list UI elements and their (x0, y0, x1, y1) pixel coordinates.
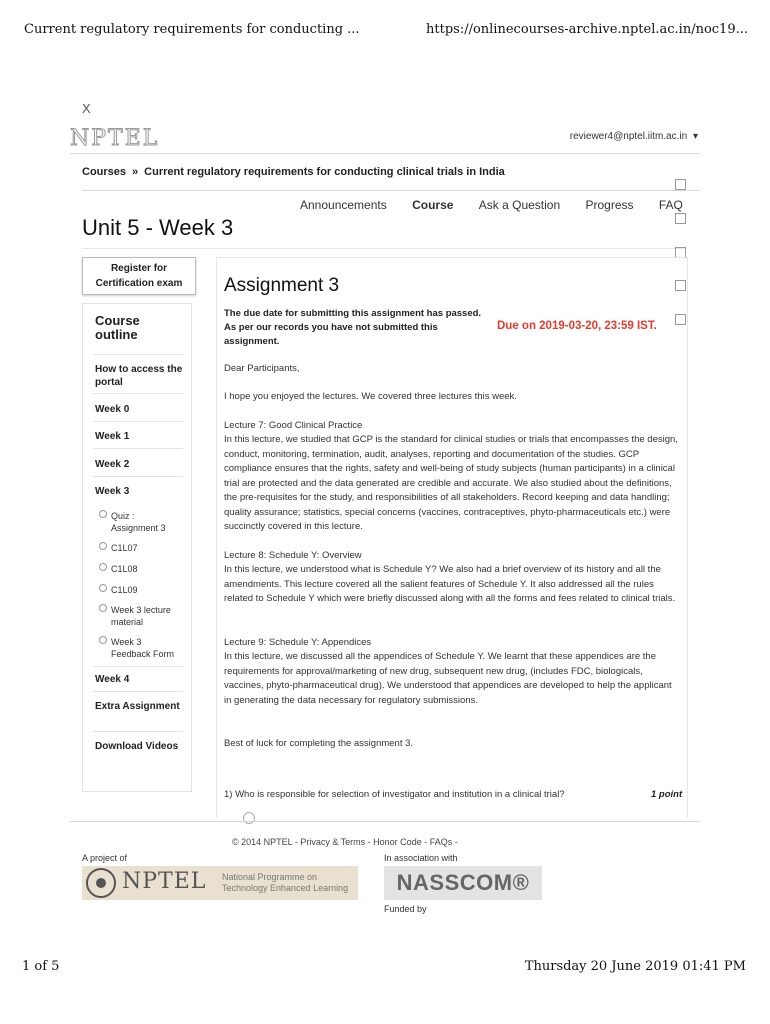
sidebar-item-week-2[interactable]: Week 2 (95, 459, 130, 470)
question-1-option-radio[interactable] (243, 812, 255, 824)
breadcrumb (82, 166, 505, 178)
register-line-2: Certification exam (95, 278, 183, 289)
sidebar-divider (93, 354, 183, 355)
sidebar-divider (93, 421, 183, 422)
funded-by-label: Funded by (384, 904, 427, 914)
header-divider (70, 153, 700, 154)
tab-faq[interactable]: FAQ (658, 198, 683, 212)
external-link-icon (675, 314, 686, 325)
circle-icon (99, 563, 107, 571)
lecture-9-title: Lecture 9: Schedule Y: Appendices (224, 637, 372, 648)
breadcrumb-courses-link[interactable]: Courses (82, 166, 127, 178)
due-status-message: The due date for submitting this assignment has passed. As per our records you have not submitted this assignment. (224, 308, 482, 347)
chevron-down-icon: ▾ (692, 131, 698, 142)
external-link-icon (675, 213, 686, 224)
tab-ask-question[interactable]: Ask a Question (478, 198, 561, 212)
footer-divider (70, 821, 700, 822)
nasscom-logo[interactable]: NASSCOM® (384, 866, 542, 900)
sidebar-divider (93, 691, 183, 692)
print-page-number: 1 of 5 (22, 959, 60, 974)
course-outline-sidebar (82, 303, 192, 792)
intro-text: I hope you enjoyed the lectures. We covered three lectures this week. (224, 391, 517, 402)
external-link-icon (675, 179, 686, 190)
sidebar-subitem-c1l07[interactable]: C1L07 (99, 542, 185, 554)
tab-course[interactable]: Course (412, 198, 454, 212)
assignment-title: Assignment 3 (224, 275, 340, 296)
sidebar-divider (93, 476, 183, 477)
closing-text: Best of luck for completing the assignment 3. (224, 738, 414, 749)
sidebar-item-week-3[interactable]: Week 3 (95, 486, 130, 497)
circle-icon (99, 510, 107, 518)
greeting-text: Dear Participants, (224, 363, 300, 374)
circle-icon (99, 584, 107, 592)
sidebar-item-week-1[interactable]: Week 1 (95, 431, 130, 442)
user-menu[interactable] (570, 131, 698, 142)
title-divider (82, 248, 686, 249)
nptel-banner-word: NPTEL (122, 869, 207, 894)
sidebar-item-download-videos[interactable]: Download Videos (95, 741, 179, 752)
user-email: reviewer4@nptel.iitm.ac.in (569, 131, 688, 142)
question-1-text: 1) Who is responsible for selection of investigator and institution in a clinical trial? (224, 789, 565, 800)
sidebar-subitem-lecture-material[interactable]: Week 3 lecture material (99, 604, 185, 628)
sidebar-item-week-4[interactable]: Week 4 (95, 674, 130, 685)
sidebar-subitem-feedback[interactable]: Week 3 Feedback Form (99, 636, 185, 660)
nptel-banner-logo[interactable] (82, 866, 358, 900)
print-page-url: https://onlinecourses-archive.nptel.ac.in/noc19... (426, 22, 748, 37)
due-date: Due on 2019-03-20, 23:59 IST. (497, 320, 657, 332)
lecture-8-body: In this lecture, we understood what is Schedule Y? We also had a brief overview of its history and all the amendments. This lecture covered all the salient features of Schedule Y. It also addressed all the rules related to Schedule Y which were briefly discussed along with all the forms and fees related to clinical trials. (224, 564, 676, 604)
nptel-logo[interactable]: NPTEL (70, 126, 160, 151)
question-1-points: 1 point (651, 789, 683, 800)
sidebar-divider (93, 448, 183, 449)
register-line-1: Register for (110, 263, 168, 274)
tab-announcements[interactable]: Announcements (300, 198, 387, 212)
course-nav (278, 198, 683, 212)
unit-title: Unit 5 - Week 3 (82, 215, 234, 240)
sidebar-subitem-c1l09[interactable]: C1L09 (99, 584, 185, 596)
footer-links[interactable]: © 2014 NPTEL - Privacy & Terms - Honor Code - FAQs - (232, 837, 458, 847)
lecture-7-body: In this lecture, we studied that GCP is the standard for clinical studies or trials that encompasses the design, conduct, monitoring, termination, audit, analyses, reporting and documentation of the studies. GCP compliance ensures that the rights, safety and well-being of study subjects (human participants) in a clinical trial are protected and the data generated are credible and accurate. We also studied about the definitions, the pre-requisites for the study, and responsibilities of all stakeholders. Record keeping and data handling; quality assurance; statistics, special concerns (vaccines, contraceptives, phyto-pharmaceuticals etc.) were succinctly covered in this lecture. (224, 434, 678, 532)
circle-icon (99, 636, 107, 644)
sidebar-subitem-c1l08[interactable]: C1L08 (99, 563, 185, 575)
sidebar-divider (93, 731, 183, 732)
lecture-9-body: In this lecture, we discussed all the appendices of Schedule Y. We learnt that these appendices are the requirements for approval/marketing of new drug, subsequent new drug, (includes FDC, biologicals, vaccines, phyto-pharmaceutical drug). We understood that appendices are developed to help the applicant in generating the data necessary for regulatory submissions. (224, 651, 672, 706)
tab-progress[interactable]: Progress (585, 198, 634, 212)
sidebar-divider (93, 666, 183, 667)
course-outline-title: Course outline (95, 313, 140, 342)
print-datetime: Thursday 20 June 2019 01:41 PM (524, 959, 746, 974)
circle-icon (99, 604, 107, 612)
register-certification-button[interactable] (82, 257, 196, 295)
sidebar-item-extra-assignment[interactable]: Extra Assignment (95, 701, 180, 712)
nptel-banner-description: National Programme on Technology Enhanced Learning (222, 872, 349, 893)
external-link-icon (675, 280, 686, 291)
close-button[interactable]: X (82, 101, 91, 116)
sidebar-item-week-0[interactable]: Week 0 (95, 404, 130, 415)
lecture-8-title: Lecture 8: Schedule Y: Overview (224, 550, 362, 561)
sidebar-divider (93, 393, 183, 394)
breadcrumb-separator: » (132, 166, 139, 178)
breadcrumb-current: Current regulatory requirements for conducting clinical trials in India (144, 166, 505, 178)
circle-icon (99, 542, 107, 550)
project-of-label: A project of (82, 853, 128, 863)
association-label: In association with (384, 853, 458, 863)
sidebar-subitem-quiz[interactable]: Quiz : Assignment 3 (99, 510, 185, 534)
lecture-7-title: Lecture 7: Good Clinical Practice (224, 420, 363, 431)
breadcrumb-divider (82, 190, 700, 191)
sidebar-item-how-to-access[interactable]: How to access the portal (95, 364, 183, 388)
print-page-title: Current regulatory requirements for conducting ... (24, 22, 360, 37)
nptel-emblem-icon (86, 868, 116, 898)
